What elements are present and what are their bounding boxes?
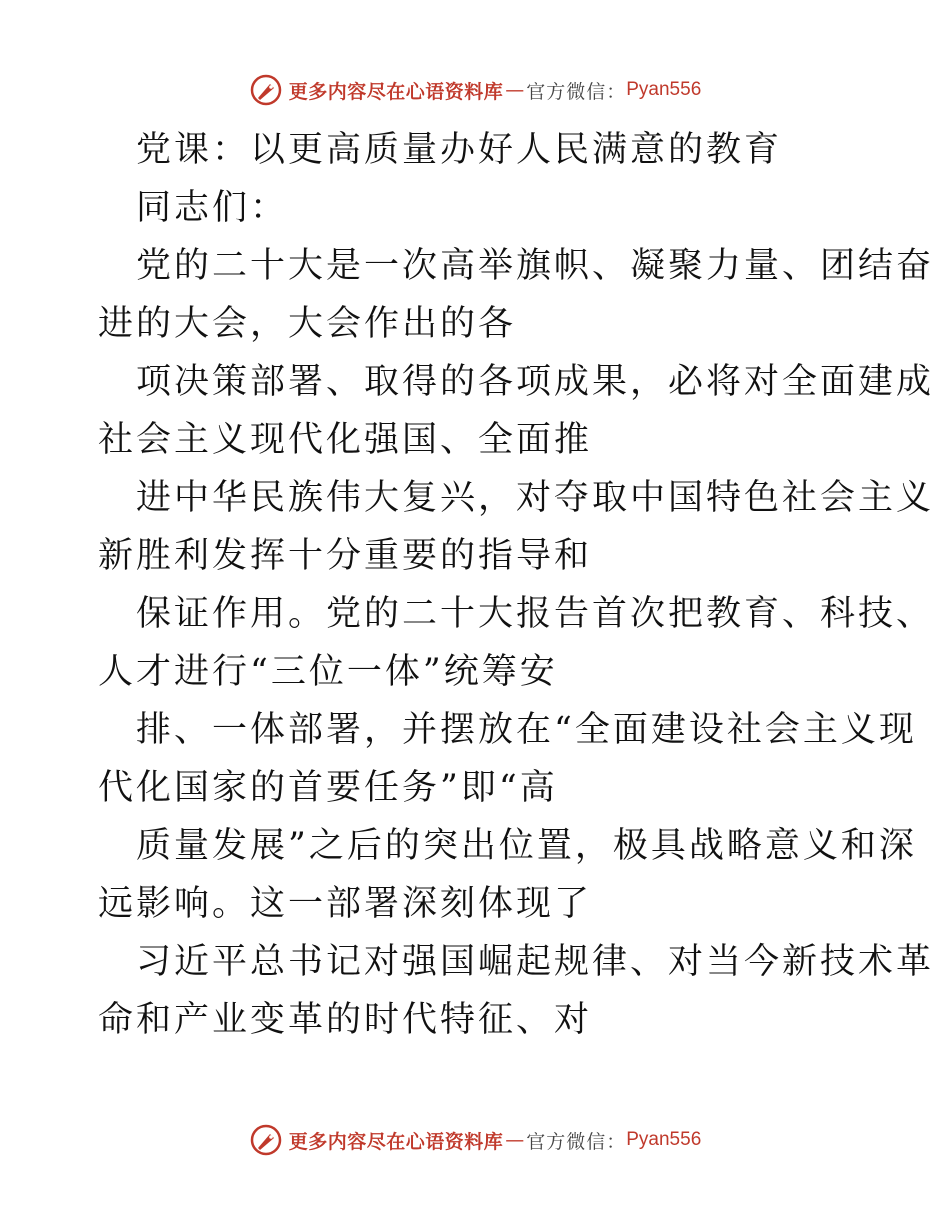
text-line: 代化国家的首要任务”即“高 [98,768,558,808]
text-line: 进的大会，大会作出的各 [98,304,517,344]
text-line: 命和产业变革的时代特征、对 [98,1000,593,1040]
text-line: 习近平总书记对强国崛起规律、对当今新技术革 [136,942,935,982]
text-line: 质量发展”之后的突出位置，极具战略意义和深 [136,826,917,866]
banner-wechat-id: Pyan556 [626,1129,702,1150]
text-line: 排、一体部署，并摆放在“全面建设社会主义现 [136,710,917,750]
banner-dash: — [505,1129,525,1151]
banner-main-text: 更多内容尽在心语资料库 [288,1130,504,1153]
footer-banner [0,1120,950,1160]
banner-wechat-id: Pyan556 [626,79,702,100]
text-line: 远影响。这一部署深刻体现了 [98,884,593,924]
document-title: 党课：以更高质量办好人民满意的教育 [136,130,783,170]
text-line: 进中华民族伟大复兴，对夺取中国特色社会主义 [136,478,935,518]
text-line: 社会主义现代化强国、全面推 [98,420,593,460]
pen-nib-logo-icon [249,1123,283,1157]
pen-nib-logo-icon [249,73,283,107]
salutation: 同志们： [136,188,289,228]
banner-label: 官方微信： [526,80,627,103]
text-line: 新胜利发挥十分重要的指导和 [98,536,593,576]
text-line: 党的二十大是一次高举旗帜、凝聚力量、团结奋 [136,246,935,286]
text-line: 项决策部署、取得的各项成果，必将对全面建成 [136,362,935,402]
header-banner [0,70,950,110]
banner-main-text: 更多内容尽在心语资料库 [288,80,504,103]
banner-dash: — [505,79,525,101]
text-line: 人才进行“三位一体”统筹安 [98,652,558,692]
banner-label: 官方微信： [526,1130,627,1153]
text-line: 保证作用。党的二十大报告首次把教育、科技、 [136,594,935,634]
